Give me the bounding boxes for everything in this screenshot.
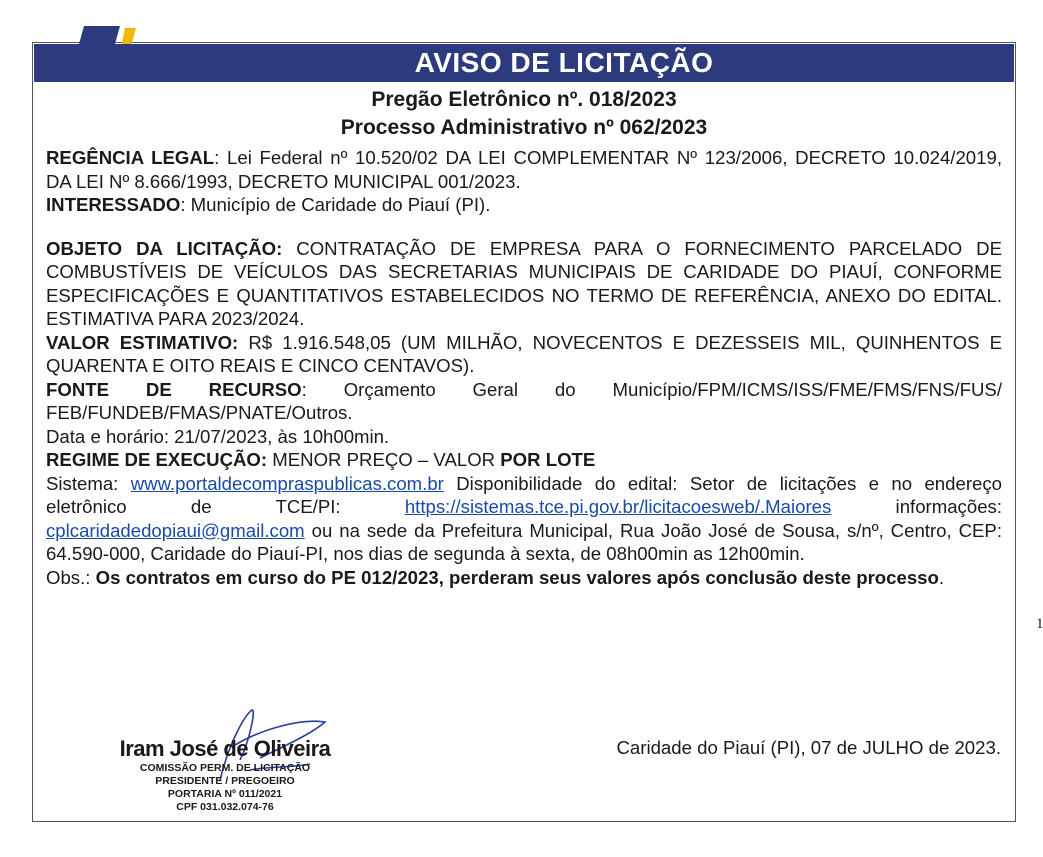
page-title: AVISO DE LICITAÇÃO [414,47,714,78]
regencia-label: REGÊNCIA LEGAL [46,147,215,168]
obs-paragraph [46,566,1002,590]
signer-portaria: PORTARIA Nº 011/2021 [167,788,283,800]
portal-link[interactable]: www.portaldecompraspublicas.com.br [130,472,444,494]
valor-text: R$ 1.916.548,05 (UM MILHÃO, NOVECENTOS E DEZESSEIS MIL, QUINHENTOS E QUARENTA E OITO REAIS E CINCO CENTAVOS). [46,331,1002,376]
signer-name: Iram José de Oliveira [119,736,331,761]
pregao-number: Pregão Eletrônico nº. 018/2023 [371,88,677,111]
email-link[interactable]: cplcaridadedopiaui@gmail.com [46,519,305,541]
info-prefix: informações: [831,496,1002,517]
interessado-label: INTERESSADO [46,194,181,215]
date-place: Caridade do Piauí (PI), 07 de JULHO de 2023. [616,737,1001,758]
obs-prefix: Obs.: [46,566,96,588]
info-suffix: ou na sede da Prefeitura Municipal, Rua João José de Sousa, s/nº, Centro, CEP: 64.590-000, Caridade do Piauí-PI, nos dias de segunda à sexta, de 08h00min as 12h00min. [46,519,1002,564]
regime-paragraph [46,448,1002,472]
signer-cpf: CPF 031.032.074-76 [176,801,274,813]
regime-bold: POR LOTE [500,449,596,470]
obs-bold: Os contratos em curso do PE 012/2023, perderam seus valores após conclusão deste processo [95,566,939,588]
signer-role-2: PRESIDENTE / PREGOEIRO [155,775,295,787]
signature-block [100,736,350,814]
objeto-paragraph [46,237,1002,331]
regencia-text: : Lei Federal nº 10.520/02 DA LEI COMPLEMENTAR Nº 123/2006, DECRETO 10.024/2019, DA LEI Nº 8.666/1993, DECRETO MUNICIPAL 001/2023. [46,147,1002,192]
sistema-paragraph [46,472,1002,566]
fonte-text: : Orçamento Geral do Município/FPM/ICMS/ISS/FME/FMS/FNS/FUS/ FEB/FUNDEB/FMAS/PNATE/Outros. [46,378,1002,423]
obs-suffix: . [938,566,945,588]
interessado-text: : Município de Caridade do Piauí (PI). [180,194,491,215]
data-horario: Data e horário: 21/07/2023, às 10h00min. [46,425,390,447]
valor-label: VALOR ESTIMATIVO: [46,331,239,353]
sistema-mid: Disponibilidade do edital: Setor de licitações e no endereço eletrônico de TCE/PI: [46,472,1002,517]
regime-label: REGIME DE EXECUÇÃO: [46,449,268,470]
objeto-label: OBJETO DA LICITAÇÃO: [46,237,283,259]
interessado-paragraph [46,193,1002,217]
objeto-text: CONTRATAÇÃO DE EMPRESA PARA O FORNECIMENTO PARCELADO DE COMBUSTÍVEIS DE VEÍCULOS DAS SECRETARIAS MUNICIPAIS DE CARIDADE DO PIAUÍ, CONFORME ESPECIFICAÇÕES E QUANTITATIVOS ESTABELECIDOS NO TERMO DE REFERÊNCIA, ANEXO DO EDITAL. ESTIMATIVA PARA 2023/2024. [46,237,1002,329]
fonte-label: FONTE DE RECURSO [46,378,302,400]
sistema-prefix: Sistema: [46,472,131,494]
regime-text: MENOR PREÇO – VALOR [267,449,501,470]
fonte-paragraph [46,378,1002,425]
title-bar [34,44,1014,82]
regencia-paragraph [46,146,1002,193]
notice-body [46,146,1002,589]
page-number: 1 [1036,616,1043,632]
signer-role-1: COMISSÃO PERM. DE LICITAÇÃO [139,762,311,774]
tce-link[interactable]: https://sistemas.tce.pi.gov.br/licitacoesweb/.Maiores [404,496,832,517]
processo-number: Processo Administrativo nº 062/2023 [340,116,708,139]
valor-paragraph [46,331,1002,378]
